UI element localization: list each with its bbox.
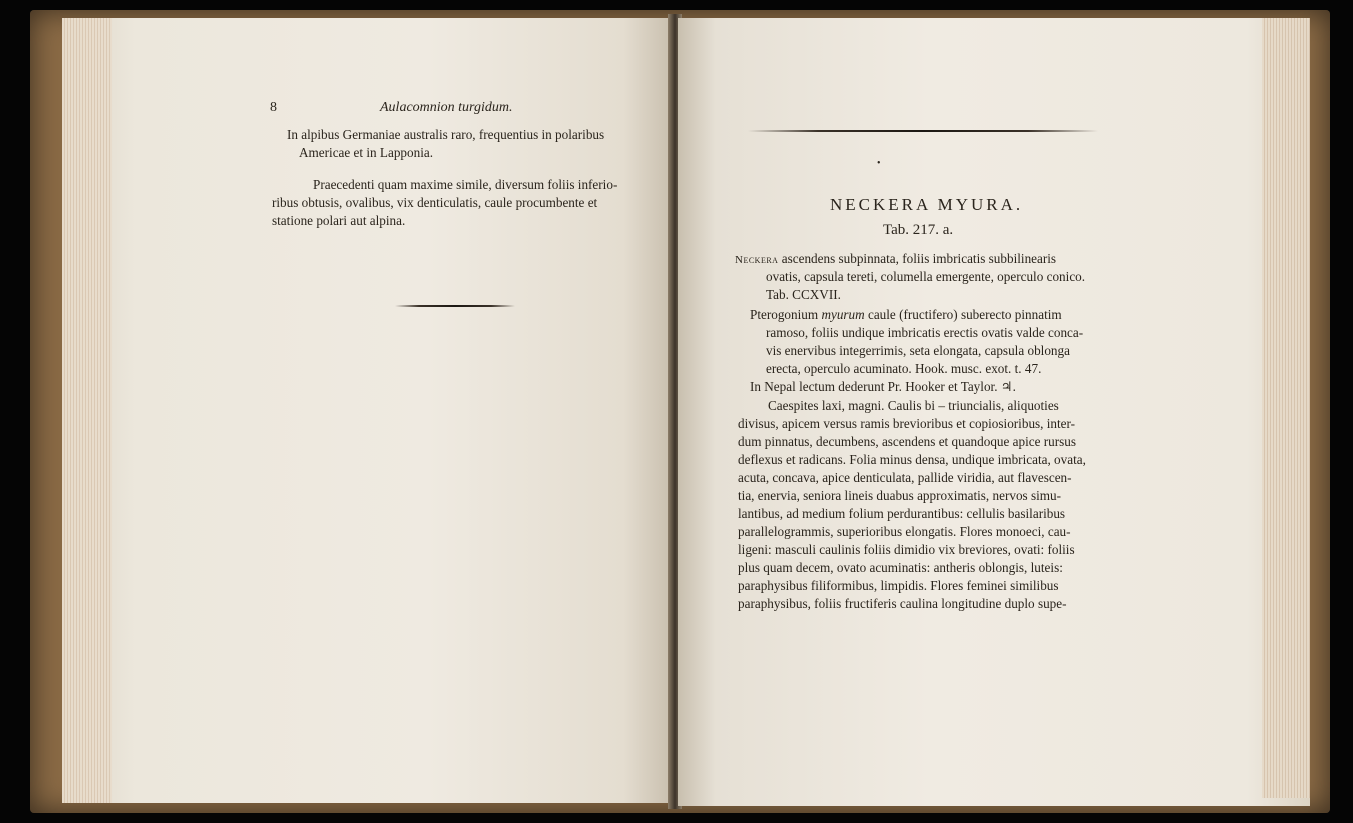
synonym-line-1: Pterogonium myurum caule (fructifero) suberecto pinnatim (750, 307, 1062, 322)
description-line-6: tia, enervia, seniora lineis duabus approximatis, nervos simu- (738, 488, 1062, 503)
left-line-2: Americae et in Lapponia. (299, 145, 434, 160)
right-page-edges (1262, 18, 1310, 798)
description-line-7: lantibus, ad medium folium perdurantibus: cellulis basilaribus (738, 506, 1066, 521)
header-rule (748, 130, 1098, 132)
synonym-line-2: ramoso, foliis undique imbricatis erectis ovatis valde conca- (766, 325, 1084, 340)
locality-line: In Nepal lectum dederunt Pr. Hooker et Taylor. ♃. (750, 379, 1016, 394)
page-number: 8 (270, 100, 277, 115)
description-line-12: paraphysibus, foliis fructiferis caulina longitudine duplo supe- (738, 596, 1067, 611)
synonym-line-4: erecta, operculo acuminato. Hook. musc. exot. t. 47. (766, 361, 1042, 376)
diagnosis-label: Neckera (735, 254, 779, 266)
ornament-mark: • (877, 158, 881, 169)
left-page-edges (62, 18, 112, 803)
left-line-1: In alpibus Germaniae australis raro, frequentius in polaribus (287, 127, 605, 142)
left-line-3: Praecedenti quam maxime simile, diversum foliis inferio- (313, 177, 618, 192)
species-title: NECKERA MYURA. (830, 195, 1024, 214)
tab-reference: Tab. 217. a. (883, 222, 954, 238)
description-line-11: paraphysibus filiformibus, limpidis. Flores feminei similibus (738, 578, 1059, 593)
diagnosis-line-3: Tab. CCXVII. (766, 287, 841, 302)
end-rule (395, 305, 515, 307)
diagnosis-line-1: Neckera ascendens subpinnata, foliis imbricatis subbilinearis (735, 251, 1057, 266)
description-line-2: divisus, apicem versus ramis brevioribus et copiosioribus, inter- (738, 416, 1076, 431)
description-line-8: parallelogrammis, superioribus elongatis. Flores monoeci, cau- (738, 524, 1071, 539)
left-line-5: statione polari aut alpina. (272, 213, 406, 228)
running-head: Aulacomnion turgidum. (380, 100, 513, 115)
description-line-9: ligeni: masculi caulinis foliis dimidio vix breviores, ovati: foliis (738, 542, 1075, 557)
description-line-10: plus quam decem, ovato acuminatis: antheris oblongis, luteis: (738, 560, 1063, 575)
description-line-4: deflexus et radicans. Folia minus densa, undique imbricata, ovata, (738, 452, 1086, 467)
synonym-line-3: vis enervibus integerrimis, seta elongata, capsula oblonga (766, 343, 1070, 358)
left-line-4: ribus obtusis, ovalibus, vix denticulatis, caule procumbente et (272, 195, 598, 210)
diagnosis-line-2: ovatis, capsula tereti, columella emergente, operculo conico. (766, 269, 1086, 284)
description-line-1: Caespites laxi, magni. Caulis bi – triuncialis, aliquoties (768, 398, 1059, 413)
description-line-3: dum pinnatus, decumbens, ascendens et quandoque apice rursus (738, 434, 1077, 449)
description-line-5: acuta, concava, apice denticulata, pallide viridia, aut flavescen- (738, 470, 1072, 485)
